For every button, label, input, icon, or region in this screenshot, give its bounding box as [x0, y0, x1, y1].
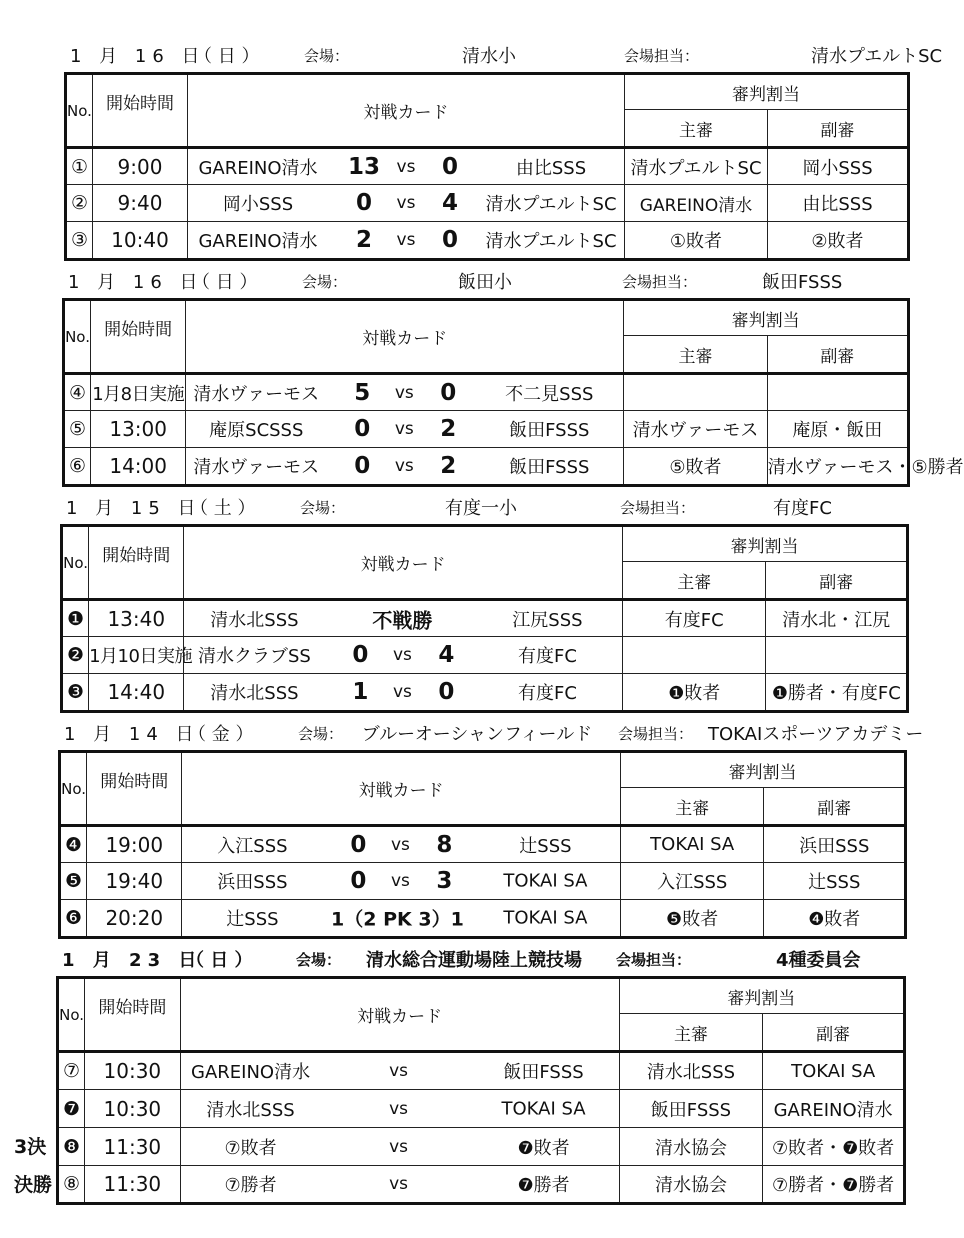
home-team: 辻SSS — [226, 909, 279, 930]
col-header-main-ref: 主審 — [624, 336, 767, 374]
manager-name: TOKAIスポーツアカデミー — [708, 724, 924, 745]
start-time: 10:40 — [93, 222, 188, 260]
match-card — [182, 826, 621, 863]
match-row — [64, 448, 909, 486]
start-time: 9:40 — [93, 185, 188, 222]
match-row — [58, 1052, 905, 1090]
match-row — [64, 411, 909, 448]
match-card — [180, 1052, 619, 1090]
col-header-start: 開始時間 — [87, 752, 182, 826]
match-card — [188, 148, 625, 185]
match-card — [186, 374, 624, 411]
main-referee: 清水プエルトSC — [625, 148, 768, 185]
col-header-ref: 審判割当 — [619, 978, 904, 1014]
start-time: 14:40 — [89, 674, 184, 712]
start-time: 11:30 — [85, 1128, 180, 1166]
col-header-ref: 審判割当 — [624, 300, 909, 336]
match-card — [182, 900, 621, 938]
vs-label: vs — [389, 1098, 409, 1119]
match-no: ① — [66, 148, 93, 185]
start-time: 20:20 — [87, 900, 182, 938]
vs-label: vs — [394, 456, 414, 476]
main-referee: 清水協会 — [619, 1128, 763, 1166]
col-header-main-ref: 主審 — [619, 1014, 763, 1052]
sub-referee: ❶勝者・有度FC — [766, 674, 908, 712]
col-header-no: No. — [58, 978, 85, 1052]
sub-referee: 辻SSS — [764, 863, 906, 900]
match-no: ② — [66, 185, 93, 222]
match-no: ④ — [64, 374, 91, 411]
sub-referee: 清水ヴァーモス・⑤勝者 — [767, 448, 908, 486]
venue-name: 有度一小 — [445, 498, 517, 519]
home-team: ⑦敗者 — [224, 1137, 277, 1159]
away-team: 辻SSS — [519, 835, 572, 857]
col-header-no: No. — [64, 300, 91, 374]
match-row — [62, 674, 908, 712]
col-header-no: No. — [62, 526, 89, 600]
away-team: 不二見SSS — [505, 383, 594, 405]
away-team: ❼敗者 — [517, 1137, 570, 1159]
start-time: 10:30 — [85, 1090, 180, 1128]
match-card — [186, 448, 624, 486]
match-row — [60, 826, 906, 863]
home-team: 清水北SSS — [206, 1099, 295, 1121]
away-team: TOKAI SA — [503, 870, 588, 892]
vs-label: vs — [392, 645, 412, 665]
match-table — [58, 750, 907, 939]
manager-name: 清水プエルトSC — [811, 46, 943, 67]
col-header-sub-ref: 副審 — [766, 562, 908, 600]
home-score: 0 — [354, 453, 371, 479]
main-referee: 入江SSS — [620, 863, 764, 900]
dow: （ 金 ） — [188, 724, 254, 745]
section-header — [60, 490, 940, 520]
match-row — [66, 185, 909, 222]
away-score: 0 — [440, 379, 457, 406]
home-team: GAREINO清水 — [198, 231, 318, 252]
venue-name: 清水総合運動場陸上競技場 — [366, 950, 582, 971]
date: 1 月 14 日 — [64, 724, 200, 745]
match-table — [60, 524, 909, 713]
home-team: 清水北SSS — [210, 609, 299, 631]
match-row — [58, 1128, 905, 1166]
match-card — [182, 863, 621, 900]
start-time: 13:40 — [89, 600, 184, 637]
match-no: ③ — [66, 222, 93, 260]
home-team: GAREINO清水 — [191, 1062, 311, 1083]
match-row — [62, 600, 908, 637]
home-score: 0 — [350, 831, 367, 858]
main-referee: 清水協会 — [619, 1166, 763, 1204]
home-team: 入江SSS — [217, 835, 288, 857]
start-time: 13:00 — [91, 411, 186, 448]
vs-label: vs — [394, 419, 414, 439]
match-card — [180, 1128, 619, 1166]
sub-referee: ⑦勝者・❼勝者 — [763, 1166, 905, 1204]
match-no: ❸ — [62, 674, 89, 712]
section-header — [56, 942, 936, 972]
date: 1 月 16 日 — [70, 46, 206, 67]
match-no: ❹ — [60, 826, 87, 863]
away-team: 飯田FSSS — [509, 457, 590, 478]
match-row — [60, 863, 906, 900]
round-label: 決勝 — [14, 1174, 53, 1196]
vs-label: vs — [396, 193, 416, 213]
col-header-card: 対戦カード — [184, 526, 623, 600]
start-time: 14:00 — [91, 448, 186, 486]
start-time: 1月8日実施 — [91, 374, 186, 411]
col-header-start: 開始時間 — [89, 526, 184, 600]
main-referee: GAREINO清水 — [625, 185, 768, 222]
vs-label: vs — [394, 382, 414, 403]
match-no: ❺ — [60, 863, 87, 900]
match-row — [58, 1090, 905, 1128]
dow: （ 日 ） — [194, 46, 260, 67]
match-no: ❷ — [62, 637, 89, 674]
main-referee: TOKAI SA — [620, 826, 764, 863]
home-team: 浜田SSS — [217, 872, 288, 893]
home-score: 0 — [355, 190, 373, 216]
match-row — [66, 222, 909, 260]
match-card — [184, 600, 623, 637]
match-score-pk: 1（2 PK 3）1 — [331, 908, 464, 931]
col-header-start: 開始時間 — [85, 978, 180, 1052]
sub-referee — [767, 374, 908, 411]
start-time: 19:40 — [87, 863, 182, 900]
home-score: 0 — [350, 868, 367, 894]
match-card — [180, 1166, 619, 1204]
match-card — [180, 1090, 619, 1128]
main-referee: 清水北SSS — [619, 1052, 763, 1090]
away-score: 8 — [436, 831, 453, 858]
match-no: ⑧ — [58, 1166, 85, 1204]
main-referee: ❺敗者 — [620, 900, 764, 938]
match-no: ❽ — [58, 1128, 85, 1166]
vs-label: vs — [389, 1061, 409, 1081]
match-row — [62, 637, 908, 674]
venue-label: 会場： — [304, 47, 350, 65]
away-team: 有度FC — [517, 683, 577, 704]
section-header — [64, 38, 944, 68]
away-team: 清水プエルトSC — [485, 231, 617, 252]
vs-label: vs — [390, 871, 410, 891]
away-team: 飯田FSSS — [509, 420, 590, 441]
col-header-ref: 審判割当 — [622, 526, 907, 562]
section-header — [62, 264, 942, 294]
away-team: 江尻SSS — [512, 609, 583, 631]
home-team: 清水ヴァーモス — [193, 457, 320, 478]
venue-name: 清水小 — [462, 46, 516, 67]
main-referee: ⑤敗者 — [624, 448, 767, 486]
home-score: 1 — [352, 679, 369, 705]
vs-label: vs — [390, 834, 410, 855]
section-header — [58, 716, 938, 746]
sub-referee: 清水北・江尻 — [766, 600, 908, 637]
away-score: 0 — [438, 679, 455, 705]
manager-label: 会場担当： — [620, 499, 696, 517]
match-no: ⑦ — [58, 1052, 85, 1090]
match-card — [184, 637, 623, 674]
col-header-main-ref: 主審 — [620, 788, 764, 826]
match-table — [56, 976, 906, 1205]
sub-referee: ⑦敗者・❼敗者 — [763, 1128, 905, 1166]
home-team: 岡小SSS — [222, 194, 294, 215]
manager-label: 会場担当： — [622, 273, 698, 291]
match-card — [188, 185, 625, 222]
home-team: 庵原SCSSS — [209, 420, 304, 441]
start-time: 1月10日実施 — [89, 637, 184, 674]
match-row — [64, 374, 909, 411]
away-team: 有度FC — [517, 646, 577, 667]
start-time: 11:30 — [85, 1166, 180, 1204]
venue-name: ブルーオーシャンフィールド — [361, 724, 593, 745]
away-team: ❼勝者 — [517, 1175, 570, 1196]
home-score: 0 — [354, 416, 371, 442]
sub-referee: 岡小SSS — [768, 148, 909, 185]
home-score: 0 — [352, 642, 369, 668]
venue-label: 会場： — [296, 951, 342, 969]
home-score: 13 — [347, 153, 381, 180]
col-header-card: 対戦カード — [186, 300, 624, 374]
home-team: 清水北SSS — [210, 683, 299, 704]
main-referee — [624, 374, 767, 411]
away-team: TOKAI SA — [503, 907, 588, 929]
away-score: 2 — [440, 416, 457, 442]
col-header-sub-ref: 副審 — [767, 336, 908, 374]
away-team: 飯田FSSS — [503, 1062, 584, 1083]
manager-name: 有度FC — [773, 498, 832, 519]
sub-referee: 由比SSS — [768, 185, 909, 222]
start-time: 9:00 — [93, 148, 188, 185]
col-header-start: 開始時間 — [91, 300, 186, 374]
sub-referee — [766, 637, 908, 674]
col-header-card: 対戦カード — [188, 74, 625, 148]
match-table — [62, 298, 964, 487]
col-header-no: No. — [66, 74, 93, 148]
col-header-no: No. — [60, 752, 87, 826]
col-header-ref: 審判割当 — [620, 752, 905, 788]
venue-label: 会場： — [298, 725, 344, 743]
home-score: 5 — [354, 379, 371, 406]
main-referee — [622, 637, 766, 674]
sub-referee: GAREINO清水 — [763, 1090, 905, 1128]
col-header-card: 対戦カード — [182, 752, 621, 826]
home-team: GAREINO清水 — [198, 157, 318, 179]
away-team: 由比SSS — [515, 157, 587, 179]
manager-name: 飯田FSSS — [762, 272, 843, 293]
away-score: 4 — [438, 642, 455, 668]
col-header-sub-ref: 副審 — [763, 1014, 905, 1052]
manager-label: 会場担当： — [618, 725, 694, 743]
home-score: 2 — [355, 227, 373, 253]
col-header-sub-ref: 副審 — [764, 788, 906, 826]
away-team: TOKAI SA — [501, 1098, 586, 1119]
vs-label: vs — [396, 230, 416, 250]
col-header-sub-ref: 副審 — [768, 110, 909, 148]
match-no: ⑥ — [64, 448, 91, 486]
venue-label: 会場： — [300, 499, 346, 517]
away-score: 0 — [441, 153, 459, 180]
away-score: 0 — [441, 227, 459, 253]
sub-referee: ②敗者 — [768, 222, 909, 260]
date: 1 月 23 日 — [62, 950, 203, 971]
match-row — [60, 900, 906, 938]
dow: （ 日 ） — [186, 950, 253, 971]
away-score: 3 — [436, 868, 453, 894]
vs-label: vs — [392, 682, 412, 702]
match-card — [188, 222, 625, 260]
match-row — [66, 148, 909, 185]
match-table — [64, 72, 910, 261]
round-label: 3決 — [14, 1136, 47, 1158]
match-no: ❼ — [58, 1090, 85, 1128]
venue-name: 飯田小 — [458, 272, 512, 293]
match-no: ❻ — [60, 900, 87, 938]
manager-label: 会場担当： — [616, 951, 692, 969]
sub-referee: 庵原・飯田 — [767, 411, 908, 448]
col-header-main-ref: 主審 — [622, 562, 766, 600]
dow: （ 土 ） — [190, 498, 256, 519]
col-header-ref: 審判割当 — [625, 74, 909, 110]
match-card — [184, 674, 623, 712]
away-score: 4 — [441, 190, 459, 216]
date: 1 月 16 日 — [68, 272, 204, 293]
match-no: ❶ — [62, 600, 89, 637]
sub-referee: TOKAI SA — [763, 1052, 905, 1090]
home-team: 清水クラブSS — [197, 646, 311, 667]
match-card — [186, 411, 624, 448]
dow: （ 日 ） — [192, 272, 258, 293]
col-header-card: 対戦カード — [180, 978, 619, 1052]
vs-label: vs — [389, 1174, 409, 1194]
manager-name: 4種委員会 — [776, 950, 861, 971]
date: 1 月 15 日 — [66, 498, 202, 519]
col-header-main-ref: 主審 — [625, 110, 768, 148]
vs-label: vs — [389, 1136, 409, 1157]
main-referee: 清水ヴァーモス — [624, 411, 767, 448]
home-team: 清水ヴァーモス — [193, 383, 320, 405]
match-no: ⑤ — [64, 411, 91, 448]
start-time: 10:30 — [85, 1052, 180, 1090]
main-referee: 飯田FSSS — [619, 1090, 763, 1128]
away-team: 清水プエルトSC — [485, 194, 617, 215]
main-referee: 有度FC — [622, 600, 766, 637]
col-header-start: 開始時間 — [93, 74, 188, 148]
venue-label: 会場： — [302, 273, 348, 291]
sub-referee: 浜田SSS — [764, 826, 906, 863]
match-row — [58, 1166, 905, 1204]
home-team: ⑦勝者 — [224, 1175, 277, 1196]
main-referee: ①敗者 — [625, 222, 768, 260]
manager-label: 会場担当： — [624, 47, 700, 65]
start-time: 19:00 — [87, 826, 182, 863]
vs-label: vs — [396, 156, 416, 177]
sub-referee: ❹敗者 — [764, 900, 906, 938]
match-result: 不戦勝 — [372, 608, 433, 632]
main-referee: ❶敗者 — [622, 674, 766, 712]
away-score: 2 — [440, 453, 457, 479]
